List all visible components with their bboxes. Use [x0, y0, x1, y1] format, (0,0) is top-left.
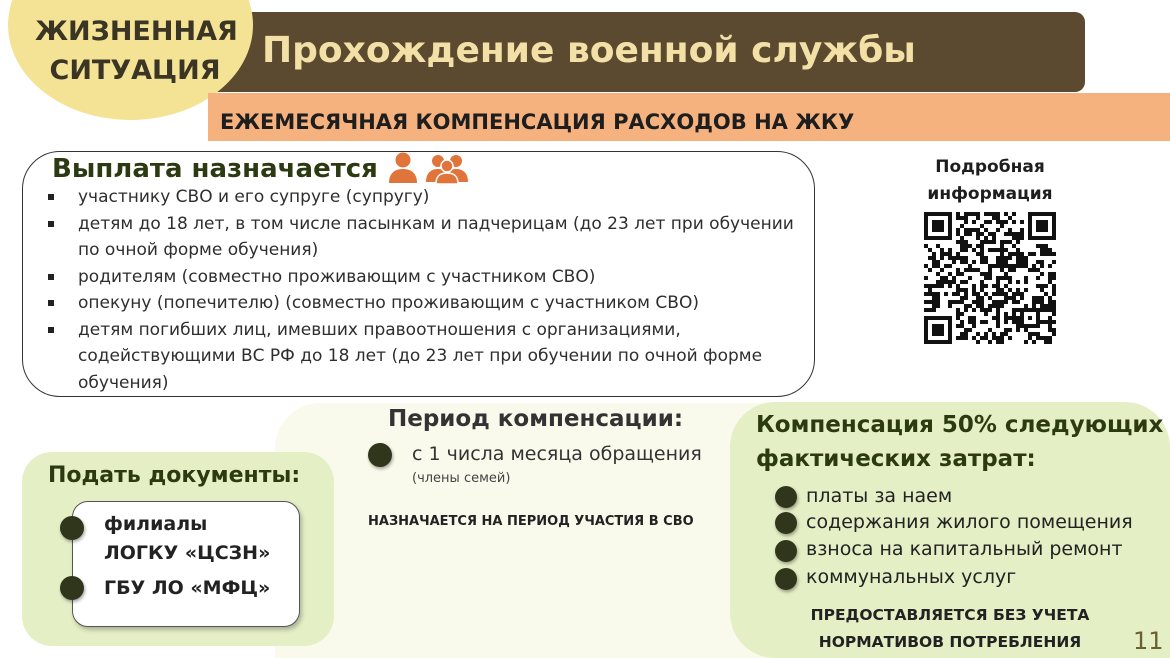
document-place-2: ГБУ ЛО «МФЦ»: [104, 577, 271, 599]
compensation-item: коммунальных услуг: [806, 566, 1017, 588]
list-item: [48, 264, 808, 291]
compensation-item: платы за наем: [806, 485, 953, 507]
compensation-note-line-2: НОРМАТИВОВ ПОТРЕБЛЕНИЯ: [818, 633, 1082, 651]
documents-heading: Подать документы:: [48, 463, 301, 488]
period-note: (члены семей): [412, 471, 511, 486]
bullet-dot-icon: [368, 443, 392, 467]
payment-list: [48, 184, 808, 396]
payment-heading: Выплата назначается: [52, 154, 378, 184]
page-subtitle: ЕЖЕМЕСЯЧНАЯ КОМПЕНСАЦИЯ РАСХОДОВ НА ЖКУ: [220, 110, 855, 134]
document-place-1-line-1: филиалы: [104, 513, 208, 535]
compensation-note: [790, 602, 1110, 656]
bullet-dot-icon: [775, 568, 797, 590]
bullet-icon: [48, 300, 54, 306]
period-heading: Период компенсации:: [388, 406, 684, 432]
bullet-dot-icon: [775, 486, 797, 508]
bullet-icon: [48, 221, 54, 227]
list-item-text: участнику СВО и его супруге (супругу): [78, 187, 430, 207]
bullet-icon: [48, 327, 54, 333]
document-place-1: [104, 510, 270, 568]
situation-label: [35, 12, 238, 90]
period-panel: [275, 403, 795, 658]
qr-code-icon[interactable]: [924, 212, 1056, 344]
list-item-text: родителям (совместно проживающим с участником СВО): [78, 266, 596, 287]
list-item-text: детям погибших лиц, имевших правоотношения с организациями, содействующими ВС РФ до 18 лет (до 23 лет при обучении по очной форме обучения): [78, 319, 763, 393]
compensation-item: содержания жилого помещения: [806, 511, 1133, 533]
situation-line-1: ЖИЗНЕННАЯ: [35, 16, 238, 47]
list-item-text: детям до 18 лет, в том числе пасынкам и падчерицам (до 23 лет при обучении по очной форме обучения): [78, 213, 794, 260]
list-item-text: опекуну (попечителю) (совместно проживающим с участником СВО): [78, 293, 699, 313]
bullet-dot-icon: [60, 516, 84, 540]
compensation-note-line-1: ПРЕДОСТАВЛЯЕТСЯ БЕЗ УЧЕТА: [810, 606, 1090, 624]
bullet-icon: [48, 194, 54, 200]
bullet-icon: [48, 274, 54, 280]
group-icon: [426, 152, 468, 184]
compensation-heading-line-2: фактических затрат:: [756, 446, 1036, 472]
list-item: [48, 290, 808, 317]
list-item: [48, 317, 808, 397]
situation-line-2: СИТУАЦИЯ: [49, 55, 221, 87]
bullet-dot-icon: [775, 540, 797, 562]
period-appointed-note: НАЗНАЧАЕТСЯ НА ПЕРИОД УЧАСТИЯ В СВО: [368, 514, 694, 529]
compensation-heading-line-1: Компенсация 50% следующих: [756, 412, 1164, 438]
page-number: 11: [1133, 627, 1164, 655]
compensation-item: взноса на капитальный ремонт: [806, 538, 1123, 560]
person-icon: [388, 152, 418, 184]
compensation-heading: [756, 408, 1163, 476]
qr-label: Подробная информация: [927, 157, 1053, 204]
list-item: [48, 211, 808, 264]
document-place-1-line-2: ЛОГКУ «ЦСЗН»: [104, 542, 271, 564]
bullet-dot-icon: [775, 512, 797, 534]
period-item: с 1 числа месяца обращения: [412, 443, 702, 465]
bullet-dot-icon: [60, 576, 84, 600]
list-item: [48, 184, 808, 211]
page-title: Прохождение военной службы: [262, 30, 916, 71]
